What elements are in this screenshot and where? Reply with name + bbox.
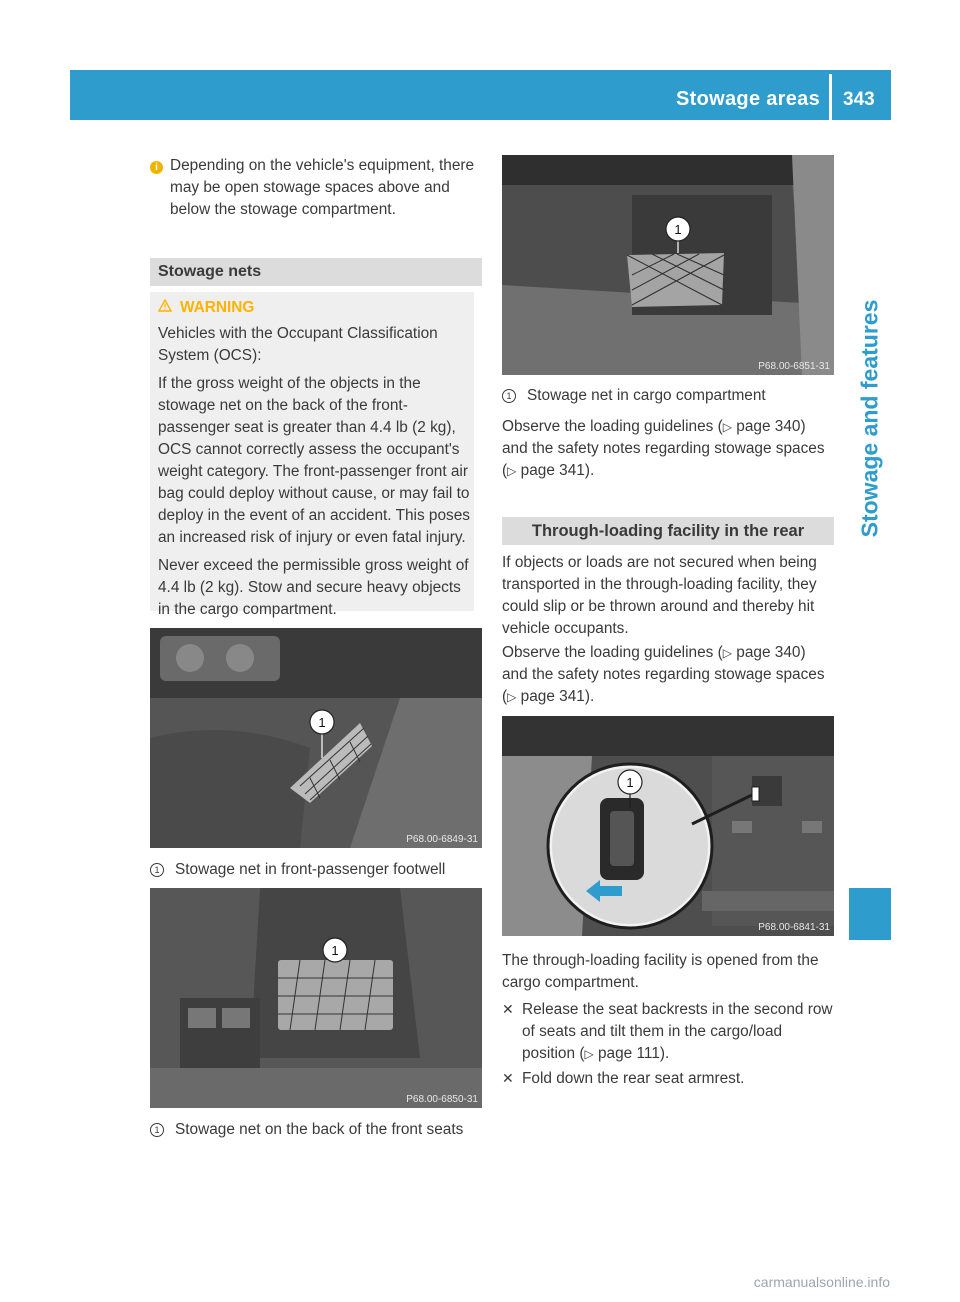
footwell-illustration	[150, 628, 482, 848]
warning-heading: WARNING	[158, 297, 474, 319]
page-reference-link[interactable]: page 340	[736, 644, 801, 661]
header-divider	[829, 74, 832, 120]
warning-paragraph: If the gross weight of the objects in the stowage net on the back of the front-passenger seat is greater than 4.4 lb (2 kg), OCS cannot correctly assess the occupant's weight category. The front-passenger front air bag could deploy without cause, or may fail to deploy in the event of an accident. This poses an increased risk of injury or even fatal injury.	[158, 375, 471, 546]
through-loading-illustration	[502, 716, 834, 936]
step-marker-icon: ✕	[502, 1070, 514, 1086]
through-loading-figure	[502, 716, 834, 936]
warning-box	[150, 292, 474, 618]
figure-caption: 1 Stowage net in cargo compartment	[502, 385, 834, 407]
side-tab-marker	[849, 888, 891, 940]
info-icon: i	[150, 161, 163, 174]
figure-code: P68.00-6849-31	[406, 834, 478, 845]
cargo-figure	[502, 155, 834, 375]
page-ref-arrow-icon: ▷	[722, 646, 732, 660]
through-loading-paragraph: If objects or loads are not secured when being transported in the through-loading facility, they could slip or be thrown around and thereby hit vehicle occupants.	[502, 554, 817, 637]
callout-number: 1	[674, 222, 682, 237]
footwell-figure	[150, 628, 482, 848]
side-tab	[849, 208, 891, 628]
seatback-figure	[150, 888, 482, 1108]
callout-marker: 1	[502, 389, 516, 403]
page-reference-link[interactable]: page 341	[520, 688, 585, 705]
section-heading-through-loading: Through-loading facility in the rear	[502, 517, 834, 545]
page-ref-arrow-icon: ▷	[722, 420, 732, 434]
cargo-illustration	[502, 155, 834, 375]
through-loading-paragraph: The through-loading facility is opened from the cargo compartment.	[502, 952, 819, 991]
warning-triangle-icon	[158, 297, 172, 319]
side-tab-label: Stowage and features	[856, 299, 883, 537]
figure-code: P68.00-6841-31	[758, 922, 830, 933]
page-reference-link[interactable]: page 341	[520, 462, 585, 479]
instruction-step: ✕ Fold down the rear seat armrest.	[502, 1067, 834, 1090]
info-note: i Depending on the vehicle's equipment, there may be open stowage spaces above and below the stowage compartment.	[150, 155, 482, 221]
seatback-illustration	[150, 888, 482, 1108]
callout-number: 1	[626, 775, 634, 790]
callout-marker: 1	[150, 1123, 164, 1137]
page-reference-link[interactable]: page 111	[597, 1045, 660, 1062]
through-loading-note: Observe the loading guidelines (▷ page 340) and the safety notes regarding stowage spaces (▷ page 341).	[502, 644, 825, 705]
callout-number: 1	[318, 715, 326, 730]
cargo-loading-note: Observe the loading guidelines (▷ page 340) and the safety notes regarding stowage spaces (▷ page 341).	[502, 418, 825, 479]
figure-code: P68.00-6851-31	[758, 361, 830, 372]
section-heading-stowage-nets: Stowage nets	[150, 258, 482, 286]
warning-paragraph: Vehicles with the Occupant Classification System (OCS):	[158, 325, 438, 364]
figure-code: P68.00-6850-31	[406, 1094, 478, 1105]
warning-paragraph: Never exceed the permissible gross weight of 4.4 lb (2 kg). Stow and secure heavy objects in the cargo compartment.	[158, 557, 469, 618]
page-number: 343	[843, 89, 875, 110]
step-marker-icon: ✕	[502, 1001, 514, 1017]
page-ref-arrow-icon: ▷	[584, 1047, 594, 1061]
page-ref-arrow-icon: ▷	[507, 690, 517, 704]
page-title: Stowage areas	[676, 88, 820, 110]
callout-number: 1	[331, 943, 339, 958]
figure-caption: 1 Stowage net in front-passenger footwell	[150, 859, 482, 881]
instruction-step: ✕ Release the seat backrests in the second row of seats and tilt them in the cargo/load position (▷ page 111).	[502, 998, 834, 1065]
figure-caption: 1 Stowage net on the back of the front seats	[150, 1119, 482, 1141]
callout-marker: 1	[150, 863, 164, 877]
page-ref-arrow-icon: ▷	[507, 464, 517, 478]
footer-watermark: carmanualsonline.info	[753, 1274, 890, 1290]
page-reference-link[interactable]: page 340	[736, 418, 801, 435]
